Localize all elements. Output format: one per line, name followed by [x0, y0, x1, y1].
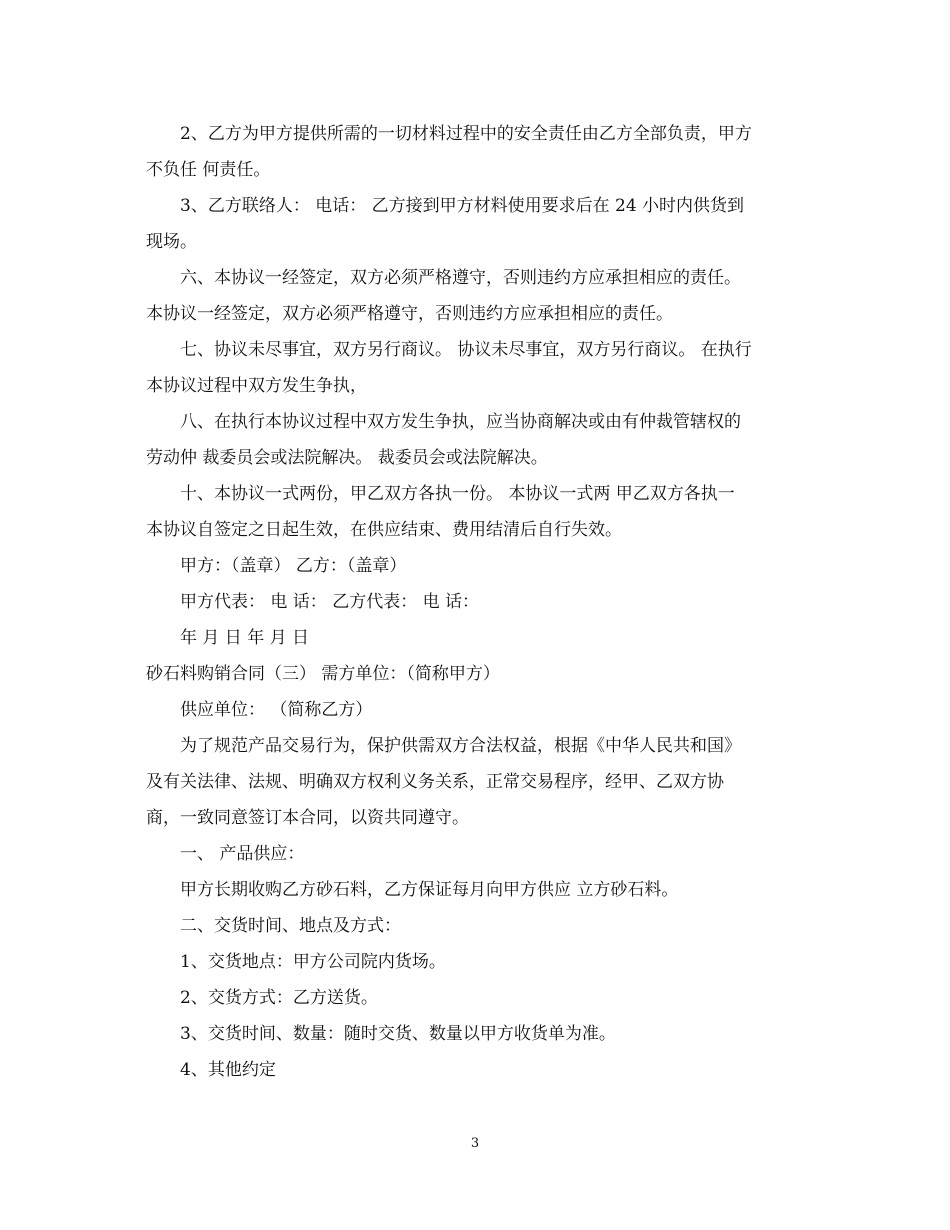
text-line: 十、本协议一式两份，甲乙双方各执一份。 本协议一式两 甲乙双方各执一 [180, 484, 735, 504]
text-line: 二、交货时间、地点及方式： [180, 916, 401, 936]
text-line: 八、在执行本协议过程中双方发生争执，应当协商解决或由有仲裁管辖权的 [180, 412, 741, 432]
text-line: 及有关法律、法规、明确双方权利义务关系，正常交易程序，经甲、乙双方协 [146, 772, 724, 792]
text-line: 4、其他约定 [180, 1060, 276, 1080]
text-line: 甲方代表： 电 话： 乙方代表： 电 话： [180, 592, 480, 612]
document-body [146, 116, 818, 1088]
text-line: 甲方：（盖章） 乙方：（盖章） [180, 556, 407, 576]
page-number: 3 [470, 1136, 480, 1151]
text-line: 现场。 [146, 232, 197, 252]
text-line: 本协议过程中双方发生争执， [146, 376, 367, 396]
text-line: 不负任 何责任。 [146, 160, 271, 180]
text-line: 六、本协议一经签定，双方必须严格遵守，否则违约方应承担相应的责任。 [180, 268, 741, 288]
text-line: 商，一致同意签订本合同，以资共同遵守。 [146, 808, 469, 828]
text-line: 年 月 日 年 月 日 [180, 628, 310, 648]
text-line: 3、交货时间、数量：随时交货、数量以甲方收货单为准。 [180, 1024, 616, 1044]
text-line: 1、交货地点：甲方公司院内货场。 [180, 952, 446, 972]
text-line: 劳动仲 裁委员会或法院解决。 裁委员会或法院解决。 [146, 448, 548, 468]
text-line: 为了规范产品交易行为，保护供需双方合法权益，根据《中华人民共和国》 [180, 736, 741, 756]
text-line: 砂石料购销合同（三） 需方单位：（简称甲方） [146, 664, 500, 684]
text-line: 七、协议未尽事宜，双方另行商议。 协议未尽事宜，双方另行商议。 在执行 [180, 340, 752, 360]
text-line: 甲方长期收购乙方砂石料，乙方保证每月向甲方供应 立方砂石料。 [180, 880, 679, 900]
text-line: 供应单位： （简称乙方） [180, 700, 373, 720]
text-line: 2、交货方式：乙方送货。 [180, 988, 378, 1008]
text-line: 本协议自签定之日起生效，在供应结束、费用结清后自行失效。 [146, 520, 622, 540]
text-line: 一、 产品供应： [180, 844, 305, 864]
text-line: 本协议一经签定，双方必须严格遵守，否则违约方应承担相应的责任。 [146, 304, 673, 324]
text-line: 2、乙方为甲方提供所需的一切材料过程中的安全责任由乙方全部负责，甲方 [180, 124, 752, 144]
text-line: 3、乙方联络人： 电话： 乙方接到甲方材料使用要求后在 24 小时内供货到 [180, 196, 745, 216]
